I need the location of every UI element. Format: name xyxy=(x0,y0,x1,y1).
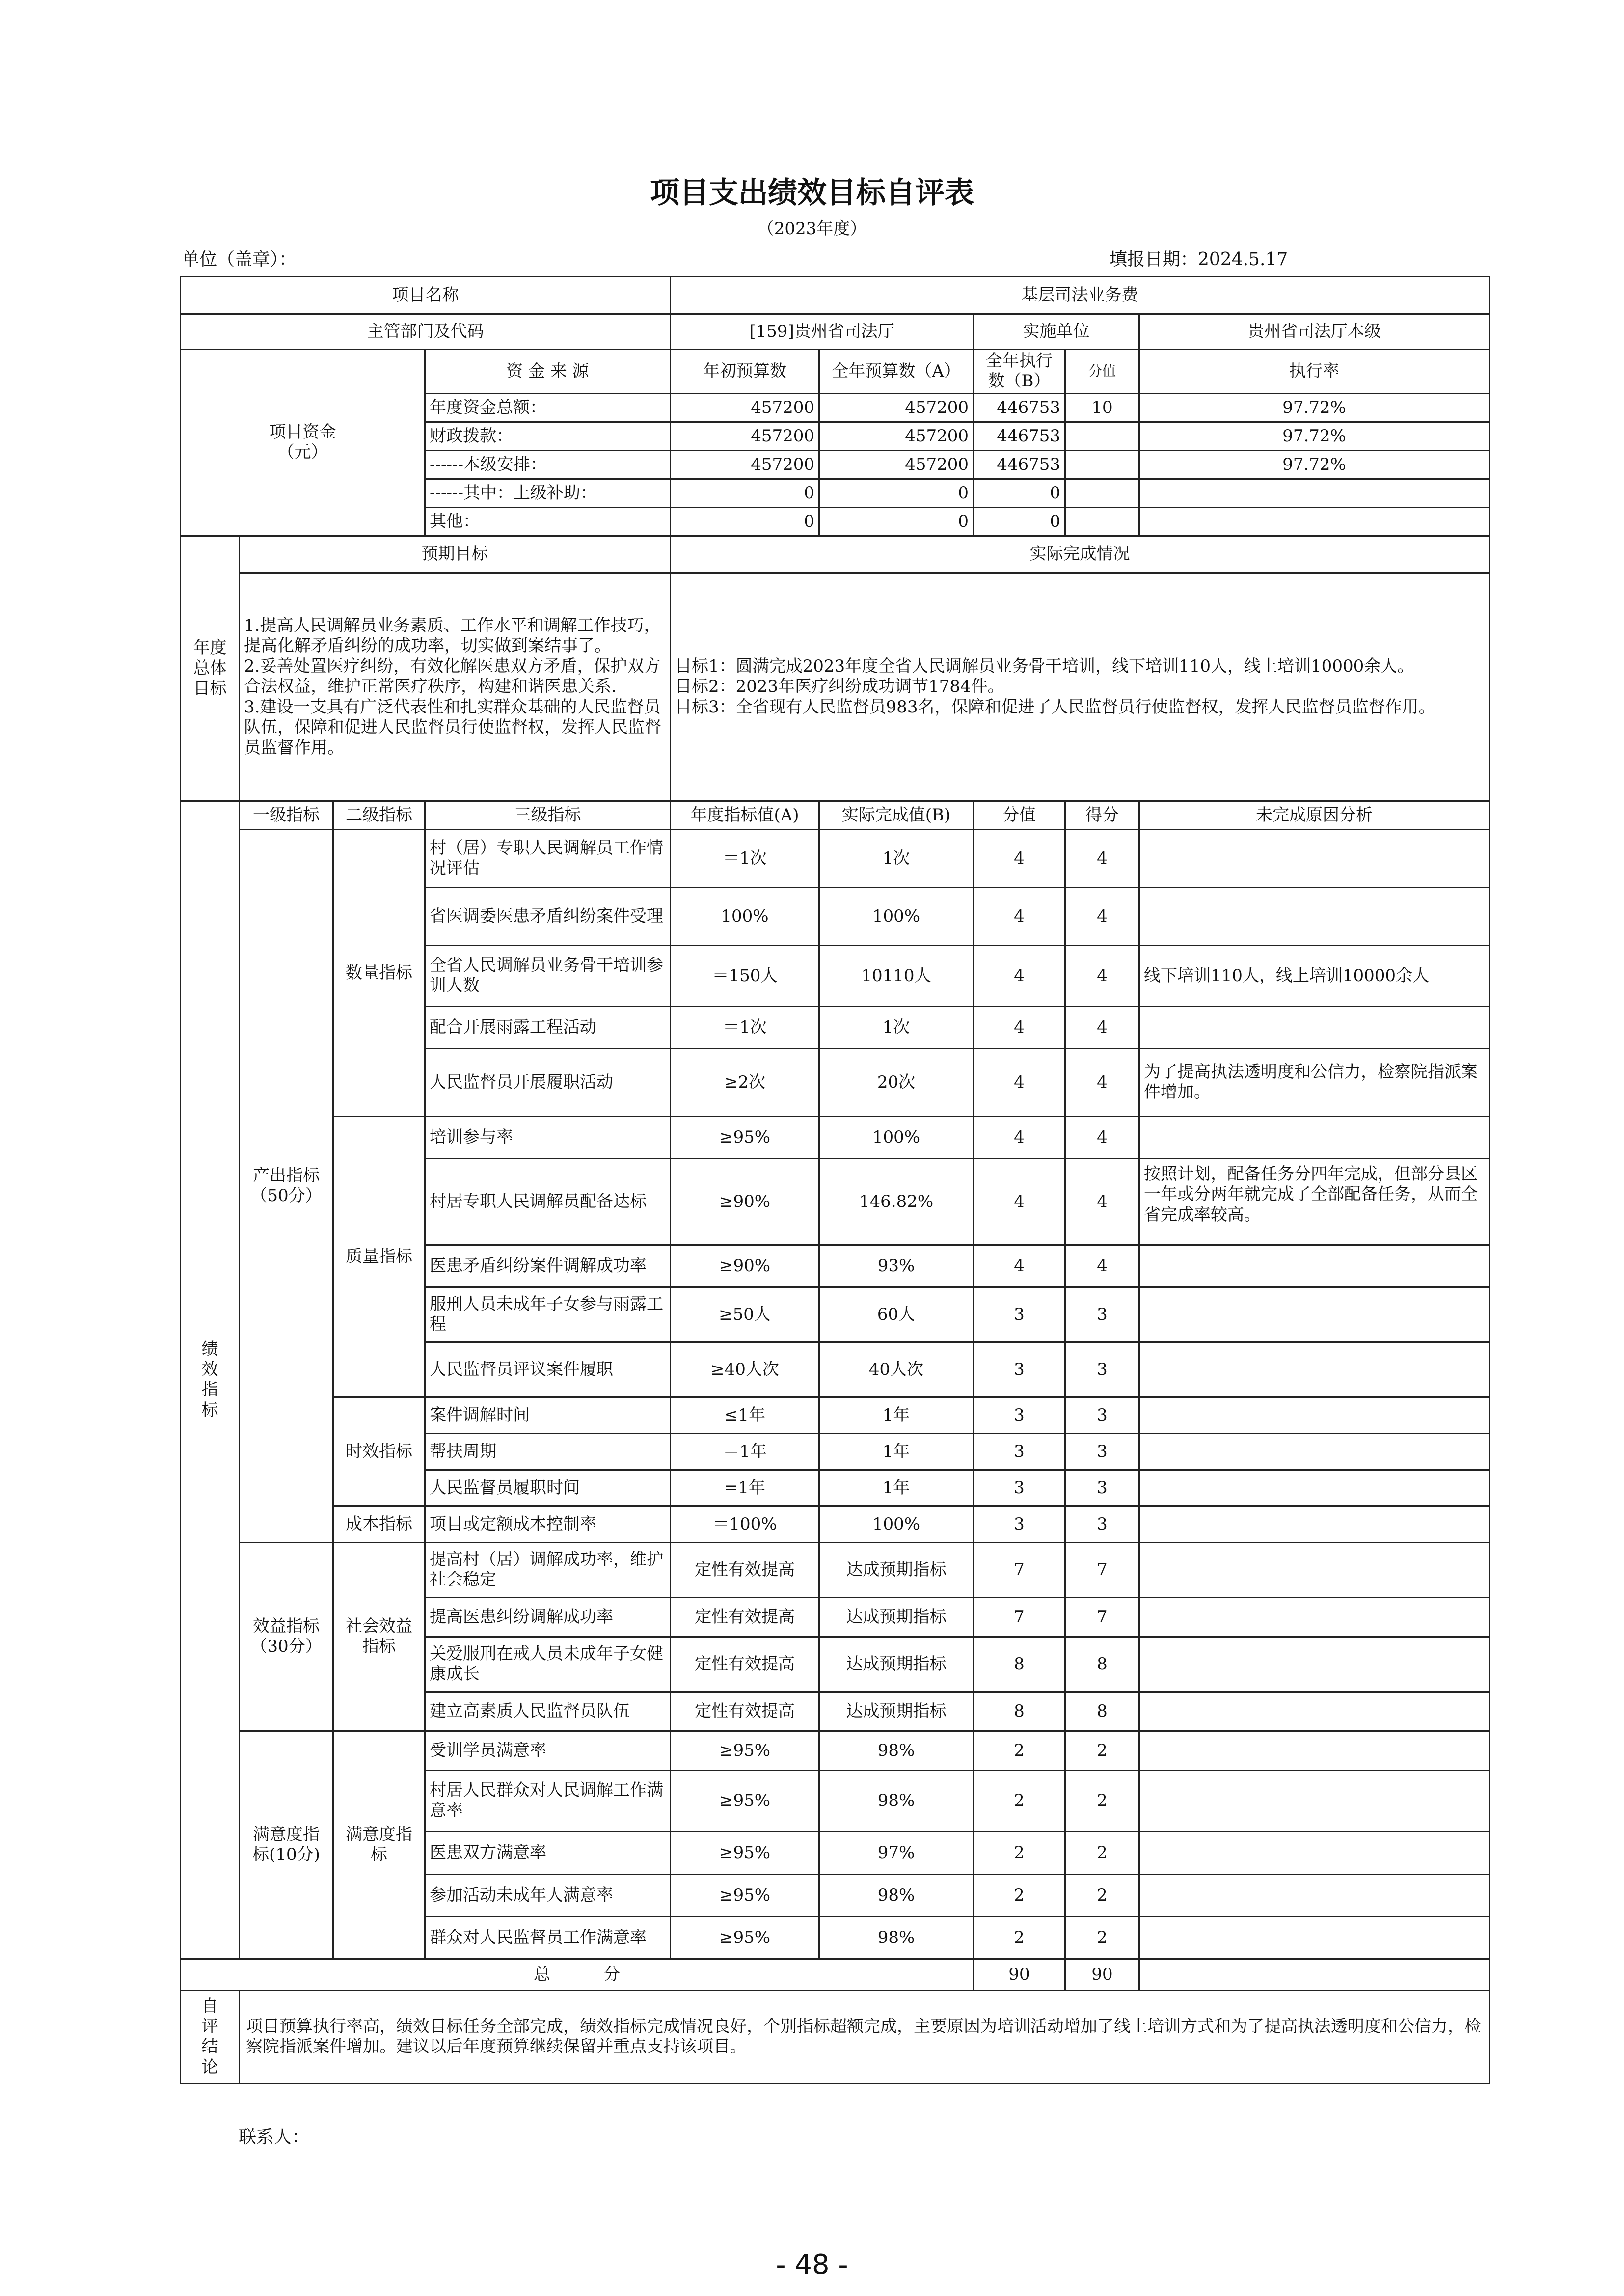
level1-satisfaction: 满意度指 标(10分) xyxy=(240,1731,333,1959)
indicator-row: 医患双方满意率 ≥95% 97% 2 2 xyxy=(181,1831,1489,1874)
total-weight: 90 xyxy=(974,1959,1065,1990)
level1-benefit: 效益指标 （30分） xyxy=(240,1542,333,1731)
funds-row: 其他： 0 0 0 xyxy=(181,507,1489,536)
fill-date: 填报日期：2024.5.17 xyxy=(1110,249,1288,270)
indicator-row: 质量指标 培训参与率 ≥95% 100% 4 4 xyxy=(181,1116,1489,1158)
level2-quantity: 数量指标 xyxy=(333,829,425,1116)
contact-label: 联系人： xyxy=(239,2127,310,2147)
indicator-row: 省医调委医患矛盾纠纷案件受理 100% 100% 4 4 xyxy=(181,887,1489,945)
funds-label: 项目资金 （元） xyxy=(181,350,425,536)
header-reason: 未完成原因分析 xyxy=(1139,801,1489,829)
impl-label: 实施单位 xyxy=(974,314,1139,350)
impl-value: 贵州省司法厅本级 xyxy=(1139,314,1489,350)
level2-satisfaction: 满意度指 标 xyxy=(333,1731,425,1959)
page-number: - 48 - xyxy=(776,2249,848,2281)
indicator-row: 参加活动未成年人满意率 ≥95% 98% 2 2 xyxy=(181,1874,1489,1916)
indicator-row: 服刑人员未成年子女参与雨露工程 ≥50人 60人 3 3 xyxy=(181,1287,1489,1342)
indicator-row: 村居专职人民调解员配备达标 ≥90% 146.82% 4 4 按照计划，配备任务分四年完成，但部分县区一年或分两年就完成了全部配备任务，从而全省完成率较高。 xyxy=(181,1158,1489,1245)
dept-value: [159]贵州省司法厅 xyxy=(671,314,974,350)
indicator-row: 产出指标 （50分） 数量指标 村（居）专职人民调解员工作情况评估 ＝1次 1次 4 4 xyxy=(181,829,1489,887)
project-name-label: 项目名称 xyxy=(181,277,671,314)
project-name: 基层司法业务费 xyxy=(671,277,1489,314)
indicator-row: 群众对人民监督员工作满意率 ≥95% 98% 2 2 xyxy=(181,1916,1489,1959)
indicator-row: 成本指标 项目或定额成本控制率 ＝100% 100% 3 3 xyxy=(181,1506,1489,1542)
unit-label: 单位（盖章）： xyxy=(182,249,297,270)
level2-social-benefit: 社会效益 指标 xyxy=(333,1542,425,1731)
indicator-row: 配合开展雨露工程活动 ＝1次 1次 4 4 xyxy=(181,1006,1489,1048)
indicator-row: 医患矛盾纠纷案件调解成功率 ≥90% 93% 4 4 xyxy=(181,1245,1489,1287)
expected-goal-header: 预期目标 xyxy=(240,536,671,573)
actual-goal-header: 实际完成情况 xyxy=(671,536,1489,573)
header-level3: 三级指标 xyxy=(425,801,671,829)
header-target: 年度指标值(A) xyxy=(671,801,819,829)
conclusion-text: 项目预算执行率高，绩效目标任务全部完成，绩效指标完成情况良好，个别指标超额完成，主要原因为培训活动增加了线上培训方式和为了提高执法透明度和公信力，检察院指派案件增加。建议以后年度预算继续保留并重点支持该项目。 xyxy=(240,1990,1489,2083)
header-actual: 实际完成值(B) xyxy=(819,801,974,829)
goals-label: 年度 总体 目标 xyxy=(181,536,240,801)
funds-row: ------其中：上级补助： 0 0 0 xyxy=(181,479,1489,507)
indicator-row: 效益指标 （30分） 社会效益 指标 提高村（居）调解成功率，维护社会稳定 定性有效提高 达成预期指标 7 7 xyxy=(181,1542,1489,1597)
funds-header-annual: 全年预算数（A） xyxy=(819,350,974,394)
indicator-row: 村居人民群众对人民调解工作满意率 ≥95% 98% 2 2 xyxy=(181,1770,1489,1831)
expected-goal-text: 1.提高人民调解员业务素质、工作水平和调解工作技巧，提高化解矛盾纠纷的成功率，切实做到案结事了。 2.妥善处置医疗纠纷，有效化解医患双方矛盾，保护双方合法权益，维护正常医疗秩序，构建和谐医患关系. 3.建设一支具有广泛代表性和扎实群众基础的人民监督员队伍，保障和促进人民监督员行使监督权，发挥人民监督员监督作用。 xyxy=(240,573,671,801)
indicators-label: 绩 效 指 标 xyxy=(181,801,240,1959)
total-score: 90 xyxy=(1065,1959,1139,1990)
total-label: 总 分 xyxy=(181,1959,974,1990)
indicator-row: 人民监督员评议案件履职 ≥40人次 40人次 3 3 xyxy=(181,1342,1489,1397)
indicator-row: 时效指标 案件调解时间 ≤1年 1年 3 3 xyxy=(181,1397,1489,1433)
funds-header-executed: 全年执行数（B） xyxy=(974,350,1065,394)
total-row xyxy=(181,1959,1489,1990)
header-level2: 二级指标 xyxy=(333,801,425,829)
indicator-row: 人民监督员履职时间 =1年 1年 3 3 xyxy=(181,1470,1489,1506)
indicator-row: 人民监督员开展履职活动 ≥2次 20次 4 4 为了提高执法透明度和公信力，检察院指派案件增加。 xyxy=(181,1048,1489,1116)
header-score: 得分 xyxy=(1065,801,1139,829)
level2-timeliness: 时效指标 xyxy=(333,1397,425,1506)
indicator-row: 建立高素质人民监督员队伍 定性有效提高 达成预期指标 8 8 xyxy=(181,1692,1489,1731)
conclusion-label: 自 评 结 论 xyxy=(181,1990,240,2083)
header-level1: 一级指标 xyxy=(240,801,333,829)
indicator-row: 帮扶周期 ＝1年 1年 3 3 xyxy=(181,1433,1489,1470)
indicator-row: 全省人民调解员业务骨干培训参训人数 ＝150人 10110人 4 4 线下培训110人，线上培训10000余人 xyxy=(181,945,1489,1006)
funds-header-rate: 执行率 xyxy=(1139,350,1489,394)
report-year: （2023年度） xyxy=(757,219,867,239)
level2-cost: 成本指标 xyxy=(333,1506,425,1542)
evaluation-table xyxy=(180,276,1490,2084)
funds-row: ------本级安排： 457200 457200 446753 97.72% xyxy=(181,450,1489,479)
level2-quality: 质量指标 xyxy=(333,1116,425,1397)
indicator-row: 关爱服刑在戒人员未成年子女健康成长 定性有效提高 达成预期指标 8 8 xyxy=(181,1637,1489,1692)
level1-output: 产出指标 （50分） xyxy=(240,829,333,1542)
funds-header-weight: 分值 xyxy=(1065,350,1139,394)
dept-label: 主管部门及代码 xyxy=(181,314,671,350)
actual-goal-text: 目标1：圆满完成2023年度全省人民调解员业务骨干培训，线下培训110人，线上培训10000余人。 目标2：2023年医疗纠纷成功调节1784件。 目标3：全省现有人民监督员983名，保障和促进了人民监督员行使监督权，发挥人民监督员监督作用。 xyxy=(671,573,1489,801)
indicator-row: 提高医患纠纷调解成功率 定性有效提高 达成预期指标 7 7 xyxy=(181,1597,1489,1637)
header-weight: 分值 xyxy=(974,801,1065,829)
funds-row: 年度资金总额： 457200 457200 446753 10 97.72% xyxy=(181,393,1489,422)
indicator-row: 满意度指 标(10分) 满意度指 标 受训学员满意率 ≥95% 98% 2 2 xyxy=(181,1731,1489,1770)
funds-row: 财政拨款： 457200 457200 446753 97.72% xyxy=(181,422,1489,450)
funds-header-source: 资 金 来 源 xyxy=(425,350,671,394)
page-title: 项目支出绩效目标自评表 xyxy=(650,176,974,210)
funds-header-initial: 年初预算数 xyxy=(671,350,819,394)
